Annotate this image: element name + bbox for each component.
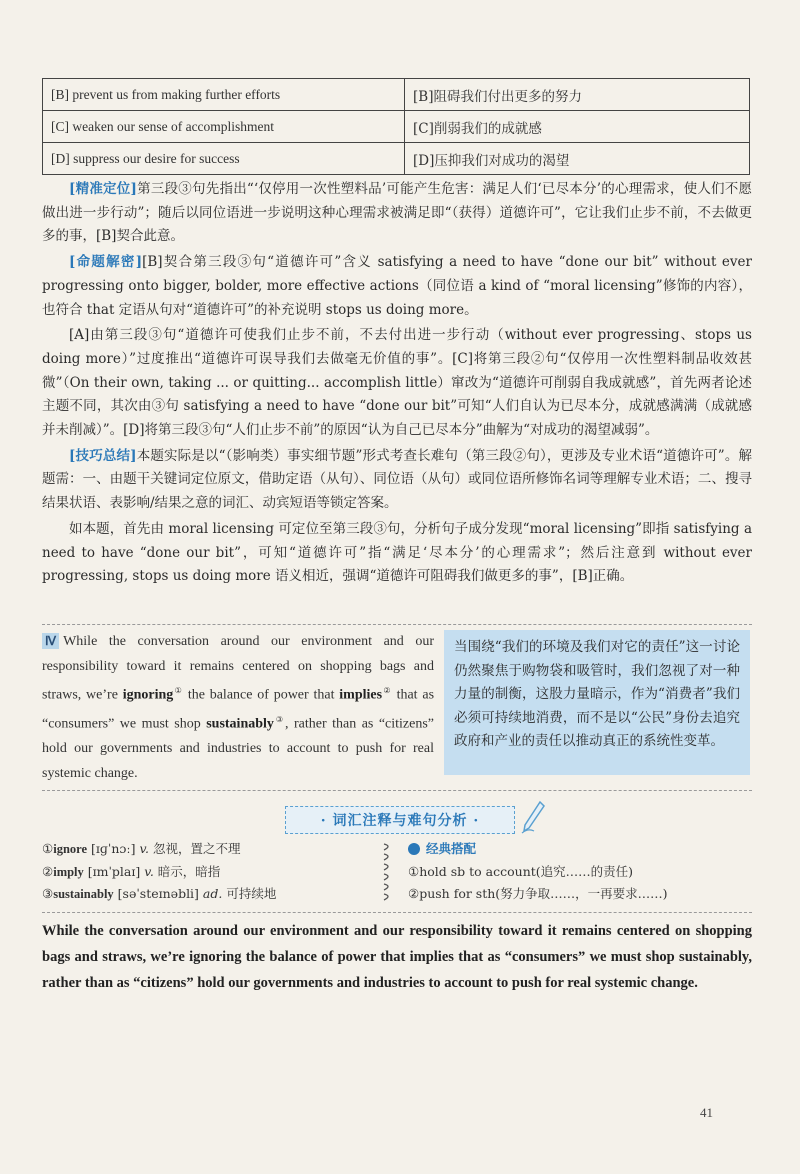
precise-location-tag: [精准定位] — [69, 181, 137, 197]
vocab-num: ② — [42, 863, 54, 879]
footnote-marker: ② — [382, 686, 392, 695]
vocab-word: sustainably — [206, 716, 274, 732]
table-row — [43, 111, 750, 143]
vocab-num: ③ — [42, 886, 54, 901]
passage-text: that as “consumers” we must shop — [42, 687, 435, 732]
vocab-item — [42, 861, 372, 884]
option-zh: [B]阻碍我们付出更多的努力 — [405, 79, 750, 111]
decode-tag: [命题解密] — [69, 254, 143, 271]
decode-paragraph — [42, 251, 752, 322]
collocation-list — [408, 838, 748, 906]
decode-text: [B]契合第三段③句“道德许可”含义 satisfying a need to have “done our bit” without ever progressing onto bigger, bolder, more effective actions（同位语 a kind of “moral licensing”修饰的内容），也符合 that 定语从句对“道德许可”的补充说明 stops us doing more。 — [42, 254, 752, 318]
option-zh: [C]削弱我们的成就感 — [405, 111, 750, 143]
passage-text: the balance of power that — [183, 687, 340, 703]
hard-sentence: While the conversation around our environment and our responsibility toward it remains centered on shopping bags and straws, we’re ignoring the balance of power that implies that as “consumers” we must shop sustainably, rather than as “citizens” hold our governments and industries to account to push for real systemic change. — [42, 923, 752, 991]
classic-title-text: 经典搭配 — [426, 841, 477, 856]
vocab-list — [42, 838, 372, 906]
footnote-marker: ③ — [273, 715, 286, 725]
option-en: [D] suppress our desire for success — [43, 143, 405, 175]
vocab-word: ignoring — [122, 687, 174, 703]
footnote-marker: ① — [173, 686, 184, 695]
vocab-ipa: [ɪɡˈnɔː] — [91, 841, 136, 856]
table-row — [43, 79, 750, 111]
example-paragraph: 如本题，首先由 moral licensing 可定位至第三段③句，分析句子成分发现“moral licensing”即指 satisfying a need to have “done our bit”，可知“道德许可”指“满足‘尽本分’的心理需求”；然后注意到 without ever progressing, stops us doing more 语义相近，强调“道德许可阻碍我们做更多的事”，[B]正确。 — [42, 520, 752, 585]
passage-paragraph — [42, 630, 434, 786]
precise-location-paragraph — [42, 178, 752, 249]
divider — [42, 624, 752, 625]
vocab-ipa: [ɪmˈplaɪ] — [87, 863, 141, 879]
spiral-binding-icon — [382, 840, 394, 910]
divider — [42, 912, 752, 913]
collocation-item: ②push for sth(努力争取……，一再要求……) — [408, 886, 668, 901]
vocab-ipa: [səˈsteɪnəbli] — [117, 886, 199, 901]
classic-collocation-title — [408, 838, 748, 861]
vocab-word: implies — [339, 687, 383, 703]
pen-icon — [520, 800, 546, 834]
vocab-item — [42, 883, 372, 906]
vocab-pos: v. — [139, 841, 149, 856]
vocab-meaning: 忽视，置之不理 — [152, 841, 241, 856]
translation-box: 当围绕“我们的环境及我们对它的责任”这一讨论仍然聚焦于购物袋和吸管时，我们忽视了对一种力量的制衡，这股力量暗示，作为“消费者”我们必须可持续地消费，而不是以“公民”身份去追究政府和产业的责任以推动真正的系统性变革。 — [444, 630, 750, 775]
passage-text: While the conversation around our environment and our responsibility toward it remains centered on shopping bags and straws, we’re — [42, 634, 434, 703]
answer-analysis — [42, 178, 752, 591]
passage-text: , rather than as “citizens” hold our governments and industries to account to push for real systemic change. — [42, 716, 435, 781]
options-table — [42, 78, 750, 175]
option-zh: [D]压抑我们对成功的渴望 — [405, 143, 750, 175]
vocab-pos: ad. — [202, 886, 223, 901]
vocab-word: ignore — [53, 842, 88, 856]
skill-summary-text: 本题实际是以“（影响类）事实细节题”形式考查长难句（第三段②句），更涉及专业术语“道德许可”。解题需：一、由题干关键词定位原文，借助定语（从句）、同位语（从句）或同位语所修饰名词等理解专业术语；二、搜寻结果状语、表影响/结果之意的词汇、动宾短语等锁定答案。 — [42, 447, 752, 512]
distractor-paragraph: [A]由第三段③句“道德许可使我们止步不前，不去付出进一步行动（without ever progressing、stops us doing more）”过度推出“道德许可误导我们去做毫无价值的事”。[C]将第三段②句“仅停用一次性塑料制品收效甚微”（On their own, taking ... or quitting... accomplish little）窜改为“道德许可削弱自我成就感”，首先两者论述主题不同，其次由③句 satisfying a need to have “done our bit”可知“人们自认为已尽本分，成就感满满（成就感并未削减）”。[D]将第三段③句“人们止步不前”的原因“认为自己已尽本分”曲解为“对成功的渴望减弱”。 — [42, 327, 752, 439]
option-en: [C] weaken our sense of accomplishment — [43, 111, 405, 143]
vocab-pos: v. — [144, 863, 154, 879]
paragraph-number-badge: Ⅳ — [42, 633, 59, 649]
collocation-item: ①hold sb to account(追究……的责任) — [408, 863, 634, 879]
vocab-num: ① — [42, 841, 54, 856]
page-number: 41 — [700, 1105, 713, 1120]
vocab-section-header: · 词汇注释与难句分析 · — [285, 806, 515, 834]
table-row — [43, 143, 750, 175]
vocab-word: sustainably — [53, 887, 114, 901]
bullet-dot-icon — [408, 843, 420, 855]
vocab-meaning: 可持续地 — [226, 886, 277, 901]
skill-summary-tag: [技巧总结] — [69, 447, 137, 464]
vocab-item — [42, 838, 372, 861]
precise-location-text: 第三段③句先指出“‘仅停用一次性塑料品’可能产生危害：满足人们‘已尽本分’的心理需求，使人们不愿做出进一步行动”；随后以同位语进一步说明这种心理需求被满足即“（获得）道德许可”，它让我们止步不前，不去做更多的事，[B]契合此意。 — [42, 181, 752, 245]
vocab-meaning: 暗示，暗指 — [157, 863, 221, 879]
skill-summary-paragraph — [42, 445, 752, 516]
divider — [42, 790, 752, 791]
option-en: [B] prevent us from making further efforts — [43, 79, 405, 111]
vocab-word: imply — [53, 864, 84, 879]
